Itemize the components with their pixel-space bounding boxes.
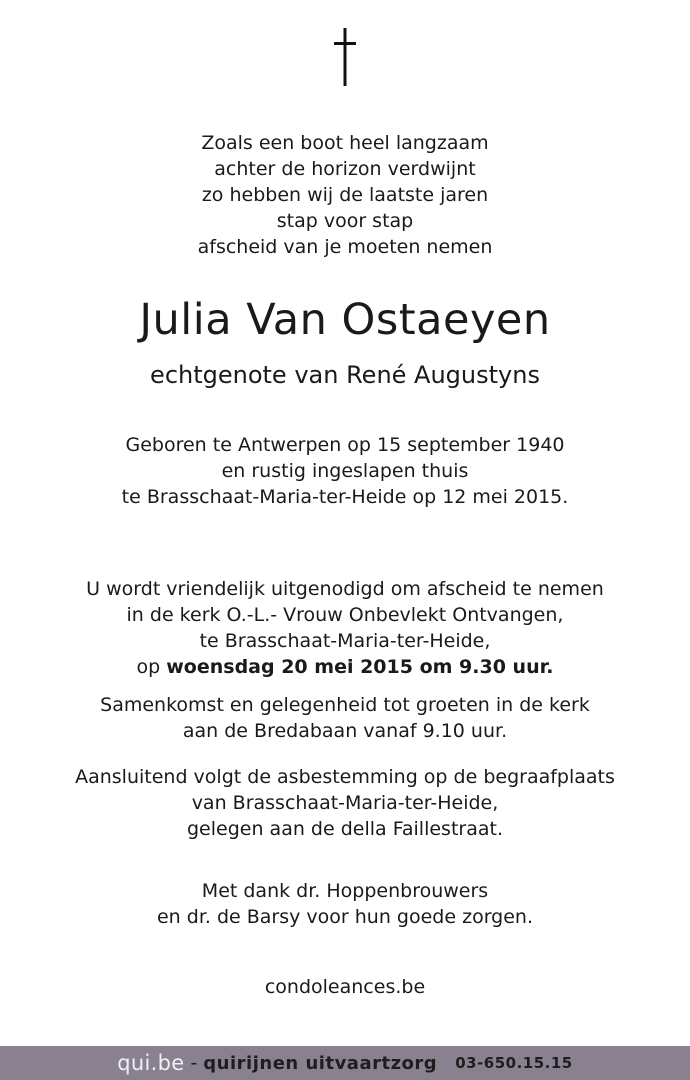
- thanks-line: Met dank dr. Hoppenbrouwers: [201, 880, 489, 902]
- ceremony-details: [0, 576, 690, 680]
- poem-line: Zoals een boot heel langzaam: [201, 132, 489, 154]
- footer-company: quirijnen uitvaartzorg: [203, 1052, 438, 1074]
- burial-details: [0, 764, 690, 842]
- footer-phone: 03-650.15.15: [455, 1054, 573, 1072]
- condolence-website: condoleances.be: [264, 976, 426, 998]
- gathering-line: Samenkomst en gelegenheid tot groeten in de kerk: [100, 694, 590, 716]
- poem: [0, 130, 690, 260]
- ceremony-date-prefix: op: [136, 656, 167, 678]
- burial-line: van Brasschaat-Maria-ter-Heide,: [191, 792, 499, 814]
- spouse-line: echtgenote van René Augustyns: [150, 361, 540, 389]
- gathering-line: aan de Bredabaan vanaf 9.10 uur.: [182, 720, 508, 742]
- cross-icon: [0, 28, 690, 86]
- footer-bar: [0, 1046, 690, 1080]
- ceremony-line: in de kerk O.-L.- Vrouw Onbevlekt Ontvangen,: [126, 604, 564, 626]
- poem-line: afscheid van je moeten nemen: [197, 236, 493, 258]
- gathering-details: [0, 692, 690, 744]
- footer-brand: qui.be: [117, 1051, 185, 1075]
- birth-line: te Brasschaat-Maria-ter-Heide op 12 mei 2015.: [121, 486, 569, 508]
- poem-line: stap voor stap: [276, 210, 414, 232]
- footer-separator: -: [190, 1052, 198, 1074]
- burial-line: Aansluitend volgt de asbestemming op de begraafplaats: [75, 766, 615, 788]
- thanks-line: en dr. de Barsy voor hun goede zorgen.: [156, 906, 534, 928]
- birth-line: Geboren te Antwerpen op 15 september 1940: [125, 434, 565, 456]
- birth-line: en rustig ingeslapen thuis: [221, 460, 469, 482]
- birth-details: [0, 432, 690, 510]
- deceased-name: Julia Van Ostaeyen: [139, 295, 551, 345]
- ceremony-line: te Brasschaat-Maria-ter-Heide,: [199, 630, 491, 652]
- thanks: [0, 878, 690, 930]
- ceremony-date-line: [0, 654, 690, 680]
- ceremony-line: U wordt vriendelijk uitgenodigd om afscheid te nemen: [86, 578, 604, 600]
- burial-line: gelegen aan de della Faillestraat.: [187, 818, 503, 840]
- ceremony-date: woensdag 20 mei 2015 om 9.30 uur.: [166, 656, 554, 678]
- poem-line: achter de horizon verdwijnt: [214, 158, 476, 180]
- poem-line: zo hebben wij de laatste jaren: [201, 184, 489, 206]
